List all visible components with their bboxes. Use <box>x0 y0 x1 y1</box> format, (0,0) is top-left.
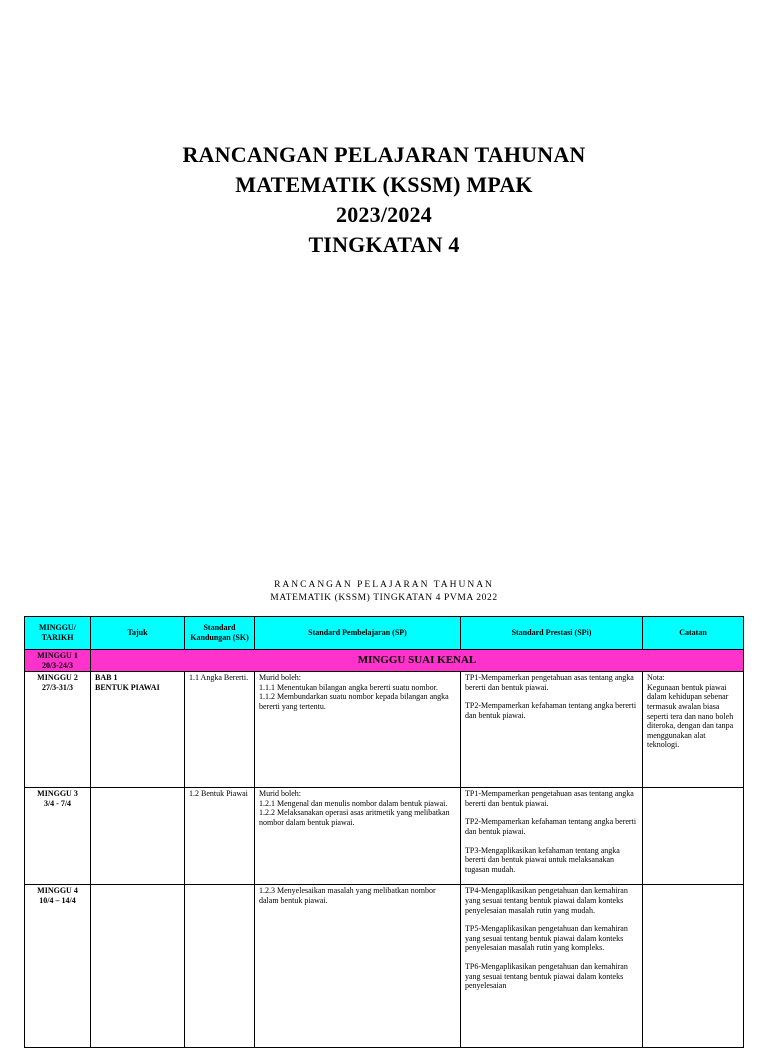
table-row <box>25 650 744 672</box>
header-sk: Standard Kandungan (SK) <box>185 617 255 650</box>
performance-standard-cell <box>461 885 643 1048</box>
week-cell: MINGGU 4 10/4 – 14/4 <box>25 885 91 1048</box>
table-header-row <box>25 617 744 650</box>
table-row <box>25 885 744 1048</box>
orientation-week-banner: MINGGU SUAI KENAL <box>91 650 744 672</box>
tp-item: TP5-Mengaplikasikan pengetahuan dan kemahiran yang sesuai tentang bentuk piawai dalam konteks penyelesaian masalah rutin yang kompleks. <box>465 924 628 953</box>
header-minggu: MINGGU/ TARIKH <box>25 617 91 650</box>
caption-line-2: MATEMATIK (KSSM) TINGKATAN 4 PVMA 2022 <box>270 593 498 603</box>
content-standard-cell: 1.2 Bentuk Piawai <box>185 788 255 885</box>
content-standard-cell: 1.1 Angka Bererti. <box>185 672 255 788</box>
topic-cell: BAB 1 BENTUK PIAWAI <box>91 672 185 788</box>
tp-item: TP2-Mempamerkan kefahaman tentang angka bererti dan bentuk piawai. <box>465 701 637 720</box>
table-caption <box>0 579 768 605</box>
table-row <box>25 788 744 885</box>
title-line-3: 2023/2024 <box>336 202 432 227</box>
notes-cell: Nota: Kegunaan bentuk piawai dalam kehidupan sebenar termasuk awalan biasa seperti tera dan nano boleh diteroka, dengan dan tanpa menggunakan alat teknologi. <box>643 672 744 788</box>
topic-cell <box>91 885 185 1048</box>
header-tajuk: Tajuk <box>91 617 185 650</box>
caption-line-1: RANCANGAN PELAJARAN TAHUNAN <box>274 580 494 590</box>
title-line-2: MATEMATIK (KSSM) MPAK <box>235 172 533 197</box>
topic-cell <box>91 788 185 885</box>
week-cell: MINGGU 3 3/4 - 7/4 <box>25 788 91 885</box>
performance-standard-cell <box>461 788 643 885</box>
tp-item: TP1-Mempamerkan pengetahuan asas tentang angka bererti dan bentuk piawai. <box>465 673 634 692</box>
notes-cell <box>643 788 744 885</box>
tp-item: TP6-Mengaplikasikan pengetahuan dan kemahiran yang sesuai tentang bentuk piawai dalam konteks penyelesaian <box>465 961 628 991</box>
week-cell: MINGGU 2 27/3-31/3 <box>25 672 91 788</box>
title-line-1: RANCANGAN PELAJARAN TAHUNAN <box>182 142 586 167</box>
content-standard-cell <box>185 885 255 1048</box>
tp-item: TP3-Mengaplikasikan kefahaman tentang angka bererti dan bentuk piawai untuk melaksanakan tugasan mudah. <box>465 845 620 874</box>
header-sp: Standard Pembelajaran (SP) <box>255 617 461 650</box>
table-row <box>25 672 744 788</box>
tp-item: TP4-Mengaplikasikan pengetahuan dan kemahiran yang sesuai tentang bentuk piawai dalam konteks penyelesaian masalah rutin yang mudah. <box>465 886 628 915</box>
document-title <box>0 140 768 260</box>
learning-standard-cell: Murid boleh: 1.1.1 Menentukan bilangan angka bererti suatu nombor. 1.1.2 Membundarkan suatu nombor kepada bilangan angka bererti yang tertentu. <box>255 672 461 788</box>
learning-standard-cell: Murid boleh: 1.2.1 Mengenal dan menulis nombor dalam bentuk piawai. 1.2.2 Melaksanakan operasi asas aritmetik yang melibatkan nombor dalam bentuk piawai. <box>255 788 461 885</box>
title-line-4: TINGKATAN 4 <box>308 232 460 257</box>
week-cell: MINGGU 1 20/3-24/3 <box>25 650 91 672</box>
header-catatan: Catatan <box>643 617 744 650</box>
notes-cell <box>643 885 744 1048</box>
tp-item: TP2-Mempamerkan kefahaman tentang angka bererti dan bentuk piawai. <box>465 817 637 836</box>
tp-item: TP1-Mempamerkan pengetahuan asas tentang angka bererti dan bentuk piawai. <box>465 789 634 808</box>
lesson-plan-table <box>24 616 744 1048</box>
learning-standard-cell: 1.2.3 Menyelesaikan masalah yang melibatkan nombor dalam bentuk piawai. <box>255 885 461 1048</box>
performance-standard-cell <box>461 672 643 788</box>
header-spi: Standard Prestasi (SPi) <box>461 617 643 650</box>
